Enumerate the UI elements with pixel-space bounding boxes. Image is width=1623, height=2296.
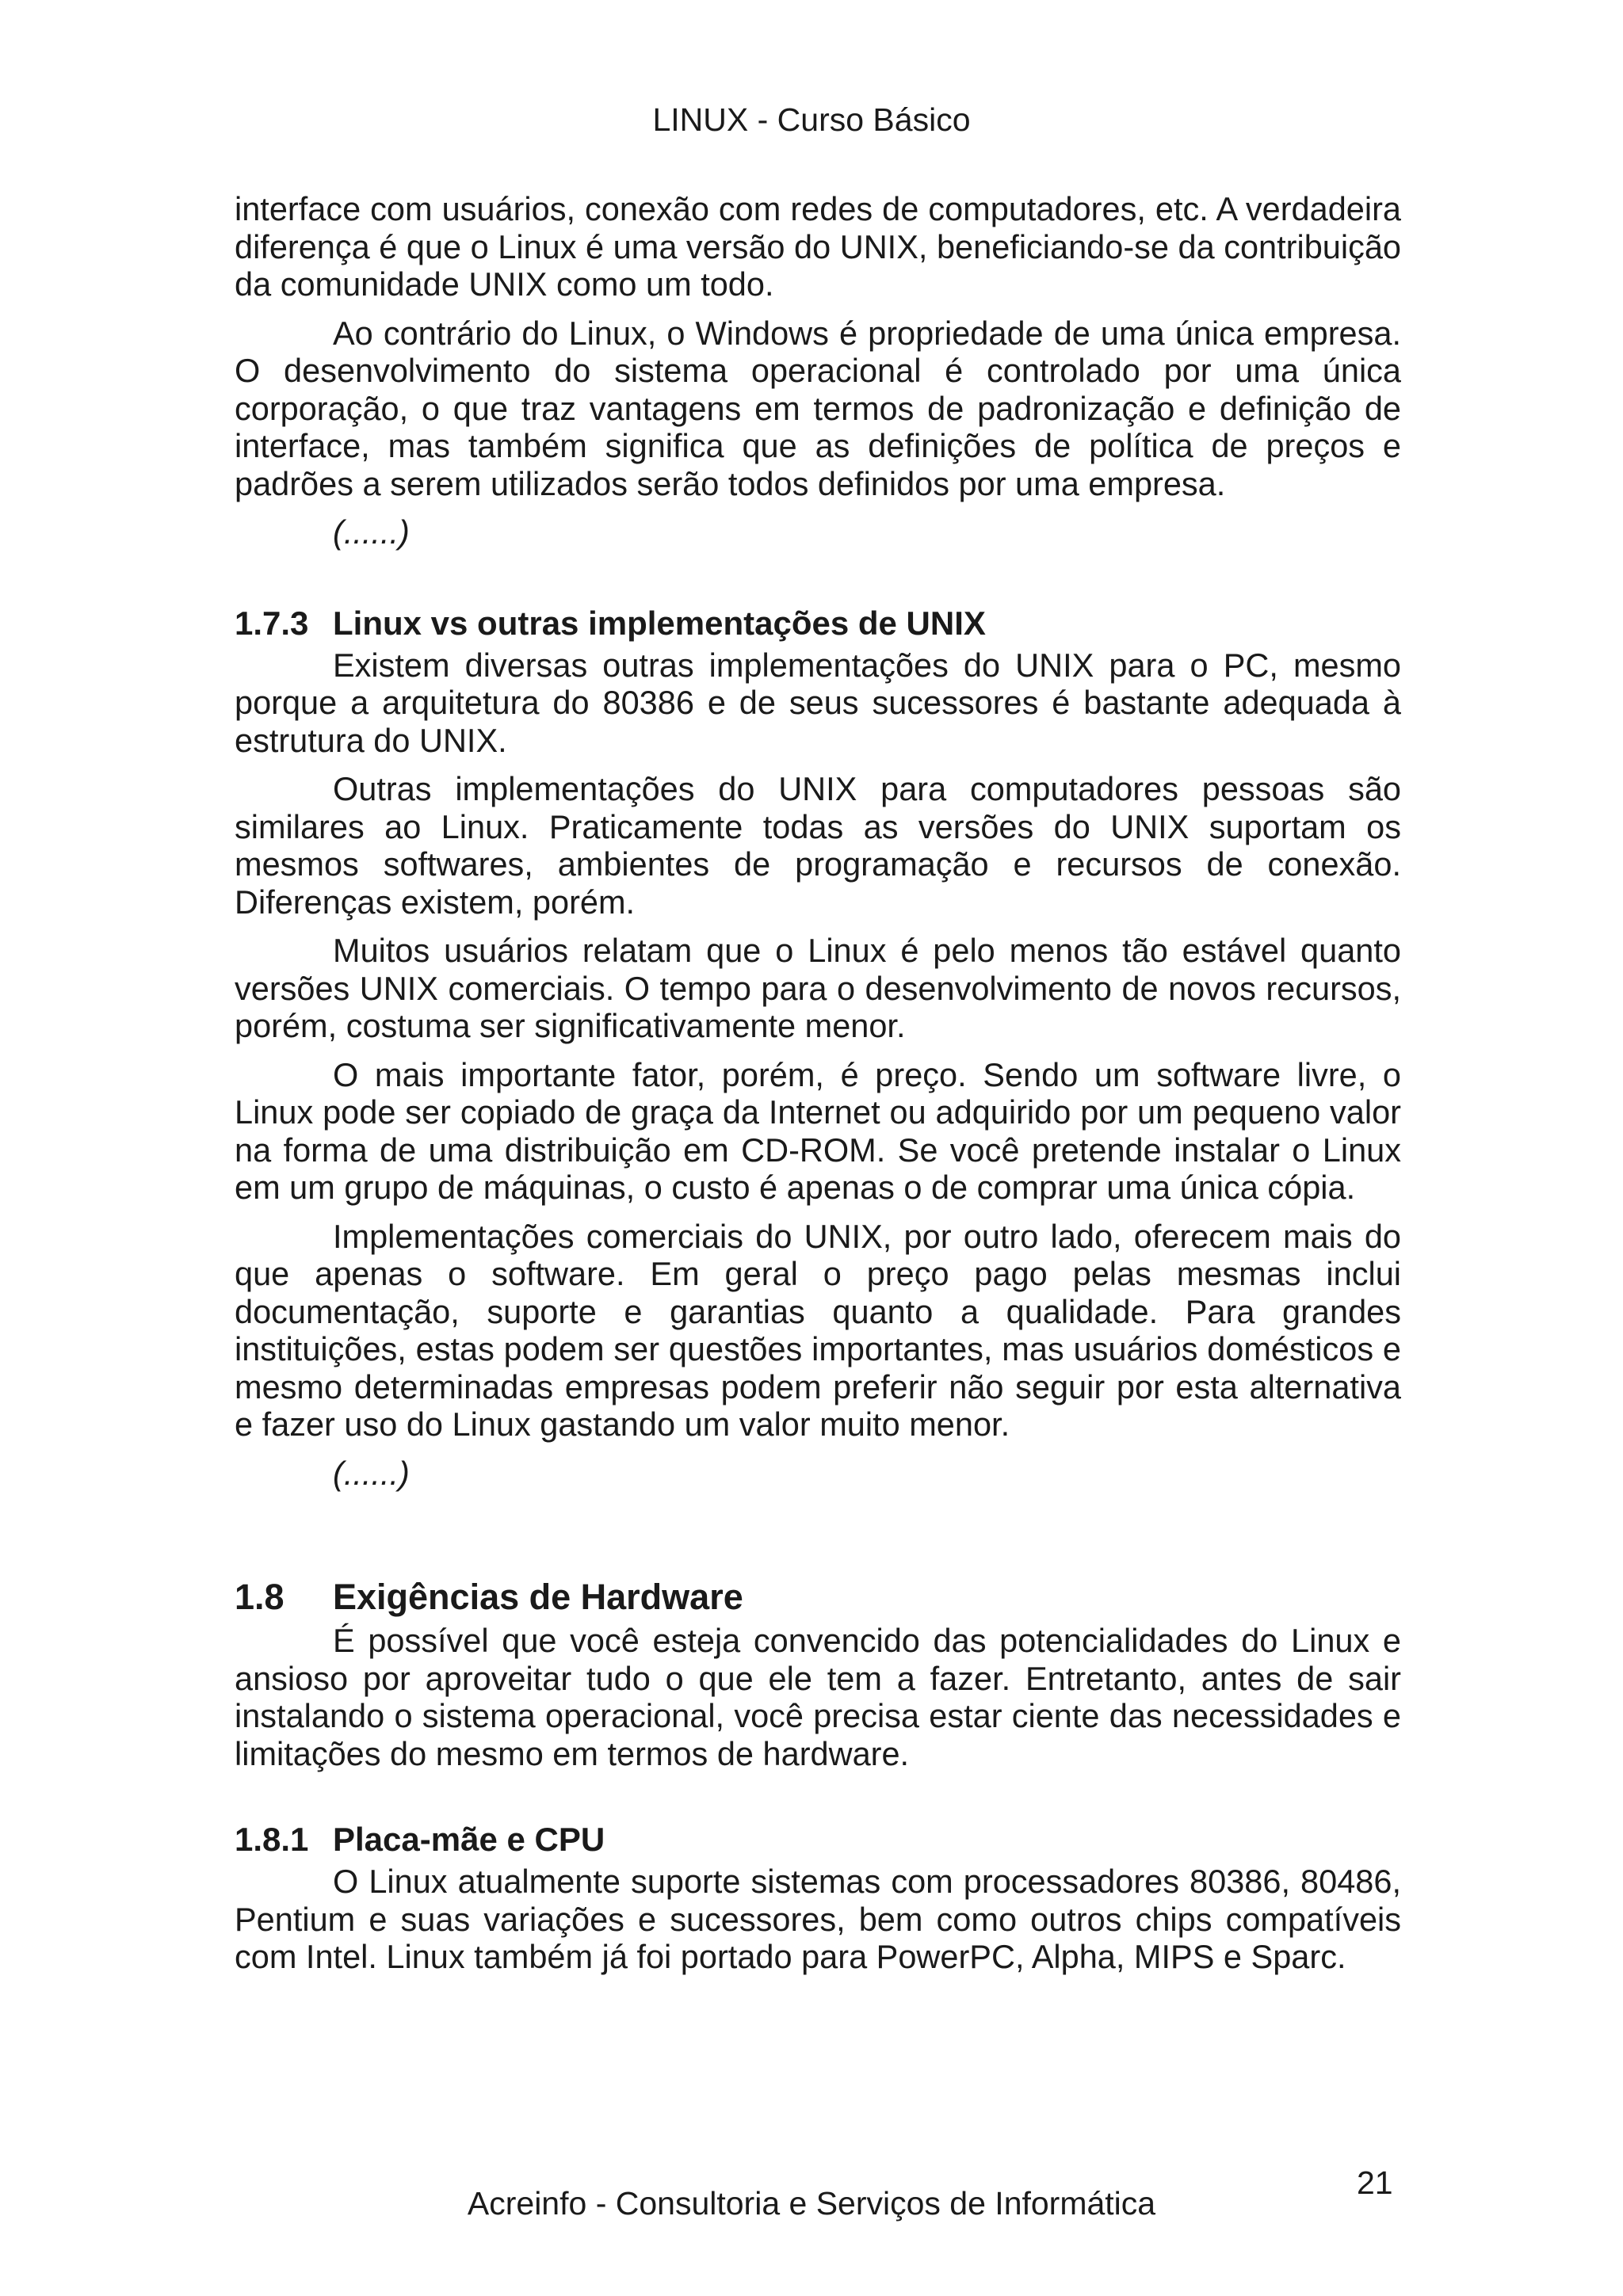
paragraph-commercial-implementations: Implementações comerciais do UNIX, por outro lado, oferecem mais do que apenas o software. Em geral o preço pago pelas mesmas inclui documentação, suporte e garantias quanto a qualidade. Para grandes instituições, estas podem ser questões importantes, mas usuários domésticos e mesmo determinadas empresas podem preferir não seguir por esta alternativa e fazer uso do Linux gastando um valor muito menor.: [235, 1217, 1401, 1443]
paragraph-cpu-support: O Linux atualmente suporte sistemas com processadores 80386, 80486, Pentium e suas variações e sucessores, bem como outros chips compatíveis com Intel. Linux também já foi portado para PowerPC, Alpha, MIPS e Sparc.: [235, 1863, 1401, 1975]
spacer: [235, 563, 1401, 604]
paragraph-similar-to-linux: Outras implementações do UNIX para computadores pessoas são similares ao Linux. Praticamente todas as versões do UNIX suportam os mesmos softwares, ambientes de programação e recursos de conexão. Diferenças existem, porém.: [235, 770, 1401, 921]
section-number: 1.8: [235, 1577, 285, 1617]
ellipsis-marker: (......): [333, 1454, 410, 1492]
section-number: 1.7.3: [235, 604, 309, 642]
page-body: [235, 190, 1401, 1987]
section-title: Linux vs outras implementações de UNIX: [333, 604, 986, 642]
paragraph-hardware-requirements: É possível que você esteja convencido das potencialidades do Linux e ansioso por aproveitar tudo o que ele tem a fazer. Entretanto, antes de sair instalando o sistema operacional, você precisa estar ciente das necessidades e limitações do mesmo em termos de hardware.: [235, 1622, 1401, 1772]
running-header: LINUX - Curso Básico: [652, 101, 971, 138]
ellipsis-marker: (......): [333, 513, 410, 551]
section-title: Exigências de Hardware: [333, 1577, 743, 1617]
section-title: Placa-mãe e CPU: [333, 1821, 605, 1858]
paragraph-stability: Muitos usuários relatam que o Linux é pelo menos tão estável quanto versões UNIX comerciais. O tempo para o desenvolvimento de novos recursos, porém, costuma ser significativamente menor.: [235, 932, 1401, 1044]
footer-text: Acreinfo - Consultoria e Serviços de Informática: [467, 2185, 1156, 2222]
paragraph-price: O mais importante fator, porém, é preço. Sendo um software livre, o Linux pode ser copiado de graça da Internet ou adquirido por um pequeno valor na forma de uma distribuição em CD-ROM. Se você pretende instalar o Linux em um grupo de máquinas, o custo é apenas o de comprar uma única cópia.: [235, 1055, 1401, 1206]
paragraph-windows-comparison: Ao contrário do Linux, o Windows é propriedade de uma única empresa. O desenvolvimento do sistema operacional é controlado por uma única corporação, o que traz vantagens em termos de padronização e definição de interface, mas também significa que as definições de política de preços e padrões a serem utilizados serão todos definidos por uma empresa.: [235, 314, 1401, 502]
page-number: 21: [1357, 2164, 1393, 2201]
paragraph-interface-continuation: interface com usuários, conexão com redes de computadores, etc. A verdadeira diferença é que o Linux é uma versão do UNIX, beneficiando-se da contribuição da comunidade UNIX como um todo.: [235, 190, 1401, 303]
section-heading-1-7-3: [235, 604, 1401, 643]
section-heading-1-8-1: [235, 1820, 1401, 1859]
section-number: 1.8.1: [235, 1821, 309, 1858]
section-heading-1-8: [235, 1576, 1401, 1619]
spacer: [235, 1783, 1401, 1820]
paragraph-other-implementations: Existem diversas outras implementações do UNIX para o PC, mesmo porque a arquitetura do 80386 e de seus sucessores é bastante adequada à estrutura do UNIX.: [235, 646, 1401, 759]
spacer: [235, 1503, 1401, 1576]
